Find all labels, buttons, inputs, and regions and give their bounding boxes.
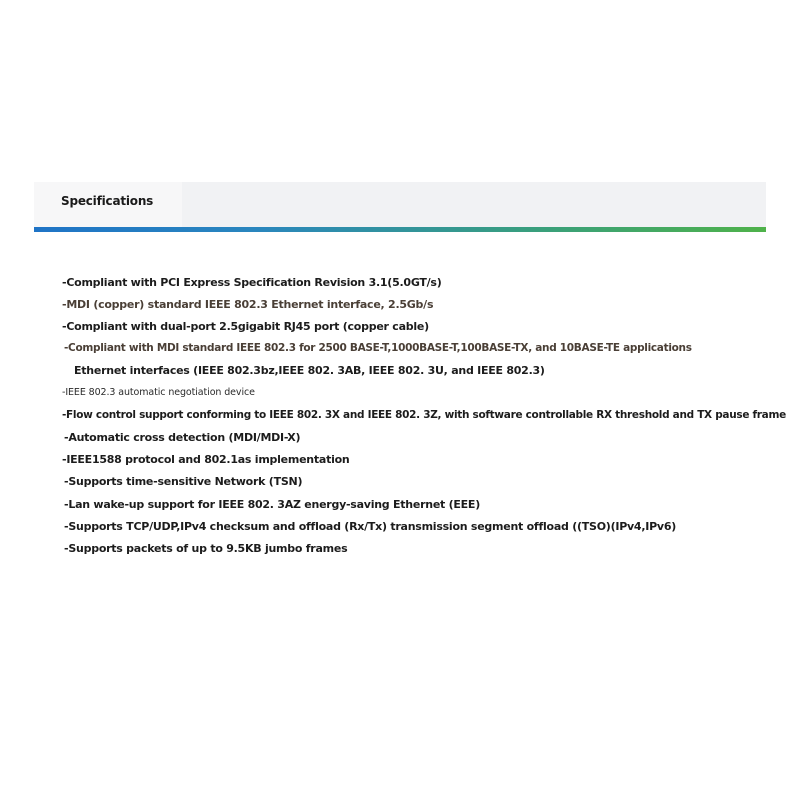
spec-item: -Automatic cross detection (MDI/MDI-X) <box>64 431 301 444</box>
tab-specifications[interactable]: Specifications <box>34 182 182 227</box>
spec-item: -MDI (copper) standard IEEE 802.3 Ethernet interface, 2.5Gb/s <box>62 298 434 311</box>
spec-item: -Flow control support conforming to IEEE 802. 3X and IEEE 802. 3Z, with software controllable RX threshold and TX pause frame <box>62 409 786 421</box>
spec-item: -IEEE 802.3 automatic negotiation device <box>62 387 255 398</box>
spec-item: -Supports packets of up to 9.5KB jumbo frames <box>64 542 348 555</box>
spec-item-continuation: Ethernet interfaces (IEEE 802.3bz,IEEE 802. 3AB, IEEE 802. 3U, and IEEE 802.3) <box>74 364 545 377</box>
spec-item: -Compliant with MDI standard IEEE 802.3 for 2500 BASE-T,1000BASE-T,100BASE-TX, and 10BASE-TE applications <box>64 342 692 354</box>
spec-item: -Supports TCP/UDP,IPv4 checksum and offload (Rx/Tx) transmission segment offload ((TSO)(IPv4,IPv6) <box>64 520 677 533</box>
spec-item: -Compliant with dual-port 2.5gigabit RJ45 port (copper cable) <box>62 320 429 333</box>
spec-item: -Supports time-sensitive Network (TSN) <box>64 475 303 488</box>
spec-item: -Compliant with PCI Express Specification Revision 3.1(5.0GT/s) <box>62 276 442 289</box>
spec-item: -Lan wake-up support for IEEE 802. 3AZ energy-saving Ethernet (EEE) <box>64 498 480 511</box>
spec-item: -IEEE1588 protocol and 802.1as implementation <box>62 453 350 466</box>
